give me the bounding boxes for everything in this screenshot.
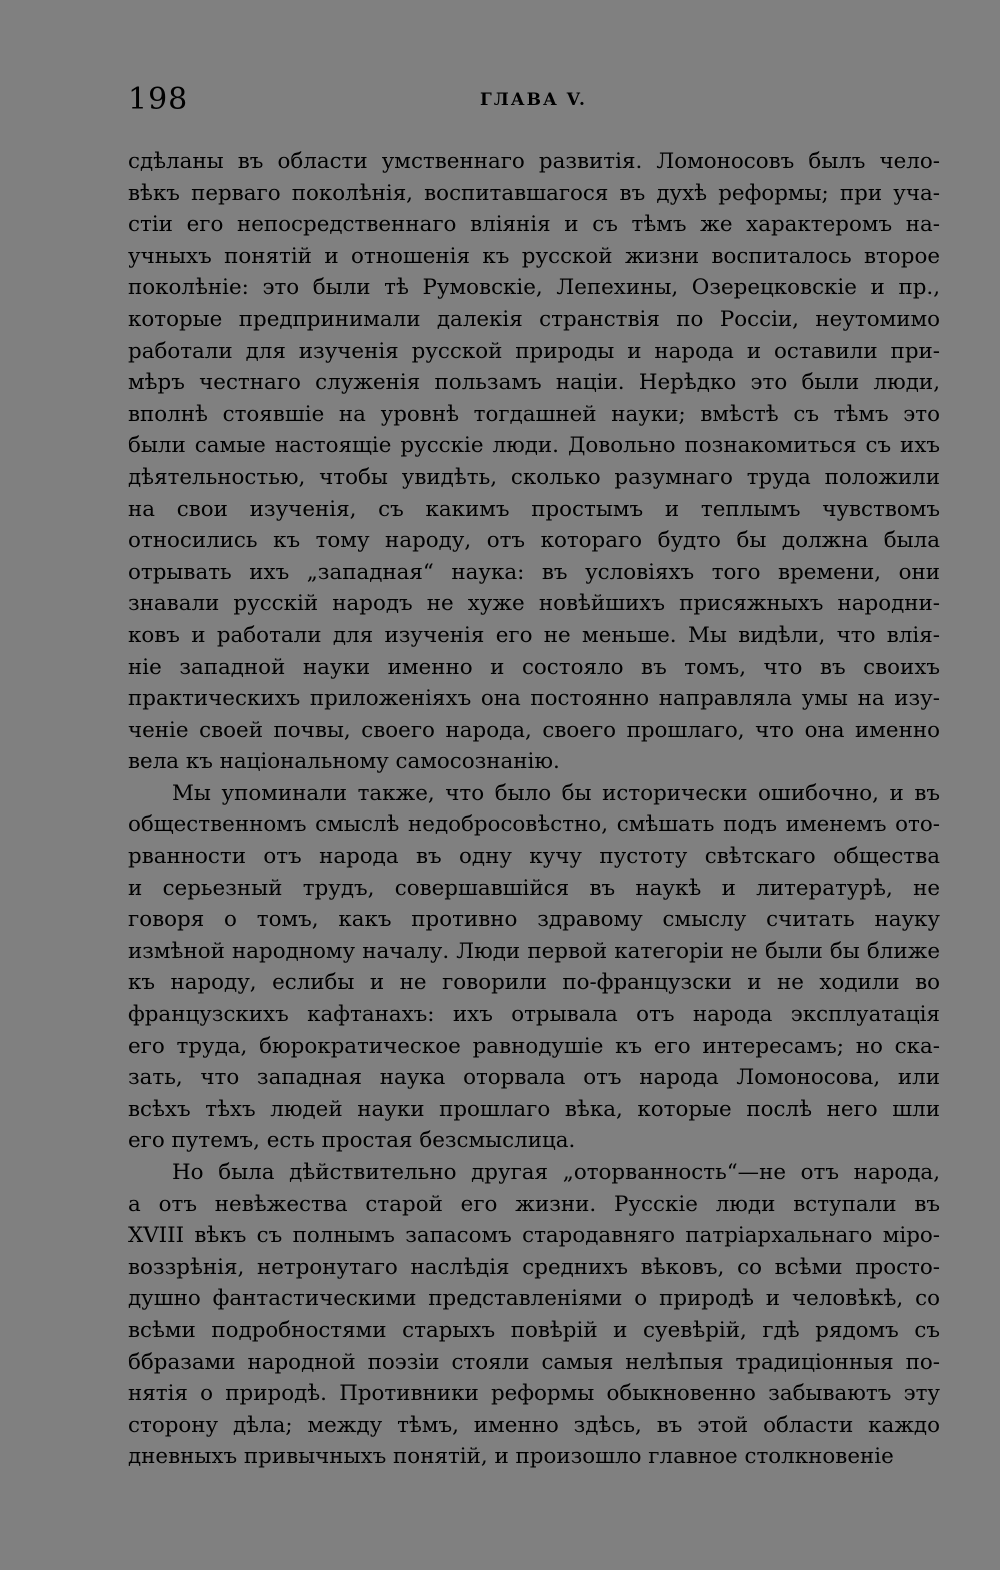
text-line: мѣръ честнаго служенія пользамъ націи. Нерѣдко это были люди, [128, 370, 940, 396]
text-line: и серьезный трудъ, совершавшійся въ наукѣ и литературѣ, не [128, 875, 940, 901]
paragraph [128, 146, 940, 778]
text-line: дѣятельностью, чтобы увидѣть, сколько разумнаго труда положили [128, 464, 940, 490]
text-line: рванности отъ народа въ одну кучу пустоту свѣтскаго общества [128, 844, 940, 870]
text-line: вела къ національному самосознанію. [128, 749, 560, 775]
text-line: относились къ тому народу, отъ котораго будто бы должна была [128, 528, 940, 554]
text-line: вполнѣ стоявшіе на уровнѣ тогдашней науки; вмѣстѣ съ тѣмъ это [128, 401, 940, 427]
text-line: знавали русскій народъ не хуже новѣйшихъ присяжныхъ народни- [128, 591, 940, 617]
text-line: дневныхъ привычныхъ понятій, и произошло главное столкновеніе [128, 1444, 894, 1470]
chapter-title: ГЛАВА V. [480, 90, 587, 110]
text-line: общественномъ смыслѣ недобросовѣстно, смѣшать подъ именемъ ото- [128, 812, 940, 838]
text-line: ніе западной науки именно и состояло въ томъ, что въ своихъ [128, 654, 940, 680]
running-head [128, 82, 938, 122]
text-line: воззрѣнія, нетронутаго наслѣдія среднихъ вѣковъ, со всѣми просто- [128, 1254, 940, 1280]
text-line: а отъ невѣжества старой его жизни. Русскіе люди вступали въ [128, 1191, 940, 1217]
text-line: душно фантастическими представленіями о природѣ и человѣкѣ, со [128, 1286, 940, 1312]
text-line: на свои изученія, съ какимъ простымъ и теплымъ чувствомъ [128, 496, 940, 522]
paragraph [128, 1157, 940, 1473]
body-text [128, 146, 940, 1473]
text-line: вѣкъ перваго поколѣнія, воспитавшагося въ духѣ реформы; при уча- [128, 180, 940, 206]
text-line: ченіе своей почвы, своего народа, своего прошлаго, что она именно [128, 717, 940, 743]
text-line: отрывать ихъ „западная“ наука: въ условіяхъ того времени, они [128, 559, 940, 585]
text-line: ббразами народной поэзіи стояли самыя нелѣпыя традиціонныя по- [128, 1349, 940, 1375]
page-number: 198 [128, 82, 189, 117]
text-line: стіи его непосредственнаго вліянія и съ тѣмъ же характеромъ на- [128, 212, 940, 238]
text-line: всѣхъ тѣхъ людей науки прошлаго вѣка, которые послѣ него шли [128, 1096, 940, 1122]
text-line: нятія о природѣ. Противники реформы обыкновенно забываютъ эту [128, 1381, 940, 1407]
text-line: французскихъ кафтанахъ: ихъ отрывала отъ народа эксплуатація [128, 1002, 940, 1028]
text-line: его путемъ, есть простая безсмыслица. [128, 1128, 576, 1154]
text-line: поколѣніе: это были тѣ Румовскіе, Лепехины, Озерецковскіе и пр., [128, 275, 940, 301]
text-line: сдѣланы въ области умственнаго развитія. Ломоносовъ былъ чело- [128, 149, 940, 174]
text-line: практическихъ приложеніяхъ она постоянно направляла умы на изу- [128, 686, 940, 712]
text-line: которые предпринимали далекія странствія по Россіи, неутомимо [128, 306, 940, 332]
text-line: зать, что западная наука оторвала отъ народа Ломоносова, или [128, 1065, 940, 1091]
text-line: всѣми подробностями старыхъ повѣрій и суевѣрій, гдѣ рядомъ съ [128, 1317, 940, 1343]
text-line: работали для изученія русской природы и народа и оставили при- [128, 338, 940, 364]
text-line: къ народу, еслибы и не говорили по-французски и не ходили во [128, 970, 940, 996]
text-line: сторону дѣла; между тѣмъ, именно здѣсь, въ этой области каждо [128, 1412, 940, 1438]
text-line: Но была дѣйствительно другая „оторванность“—не отъ народа, [172, 1160, 940, 1185]
text-line: ковъ и работали для изученія его не меньше. Мы видѣли, что влія- [128, 622, 940, 648]
text-line: XVIII вѣкъ съ полнымъ запасомъ стародавняго патріархальнаго міро- [128, 1223, 940, 1249]
text-line: говоря о томъ, какъ противно здравому смыслу считать науку [128, 907, 940, 933]
text-line: Мы упоминали также, что было бы исторически ошибочно, и въ [172, 780, 940, 806]
text-line: учныхъ понятій и отношенія къ русской жизни воспиталось второе [128, 243, 940, 269]
text-line: были самые настоящіе русскіе люди. Довольно познакомиться съ ихъ [128, 433, 940, 459]
paragraph [128, 778, 940, 1157]
text-line: его труда, бюрократическое равнодушіе къ его интересамъ; но ска- [128, 1033, 940, 1059]
text-line: измѣной народному началу. Люди первой категоріи не были бы ближе [128, 938, 940, 964]
